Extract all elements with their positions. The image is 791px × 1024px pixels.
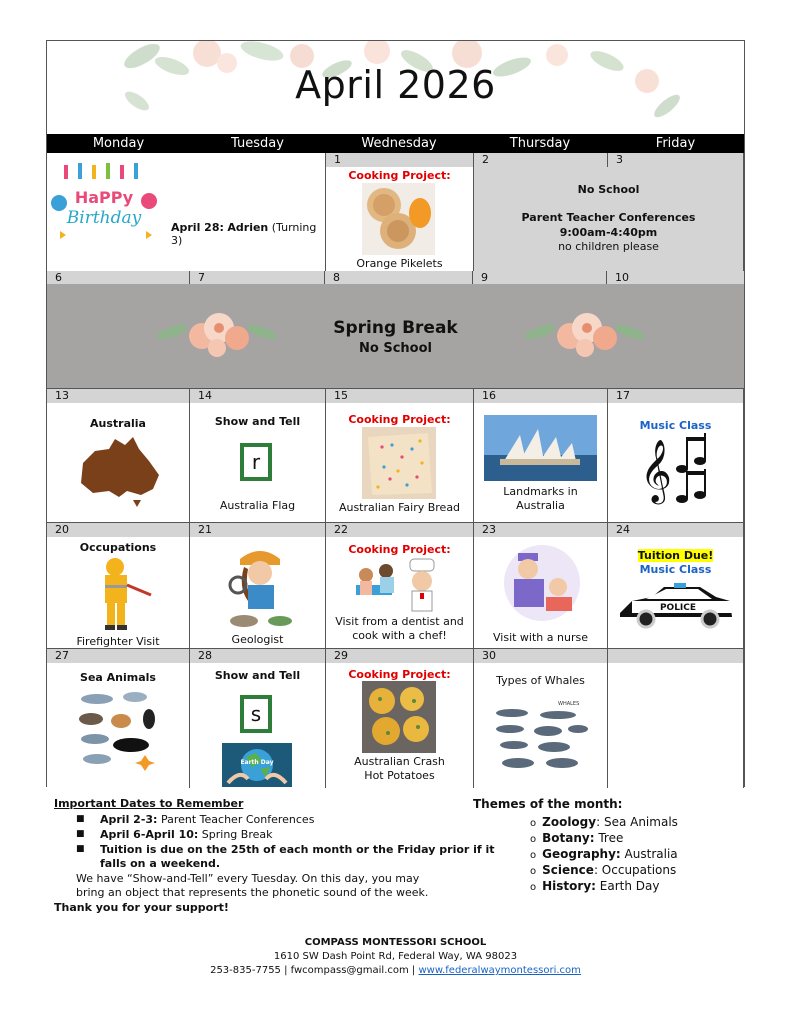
theme-label: Zoology — [542, 815, 597, 829]
day-number: 6 — [47, 271, 190, 285]
no-school-cell — [474, 153, 744, 284]
theme-zoology — [530, 815, 678, 829]
occupations-heading: Occupations — [79, 541, 157, 554]
circle-bullet-icon: o — [530, 866, 537, 877]
show-tell-note-2: bring an object that represents the phonetic sound of the week. — [76, 886, 429, 899]
thank-you-text: Thank you for your support! — [54, 901, 229, 914]
types-of-whales-heading: Types of Whales — [496, 674, 585, 687]
weekday-wednesday: Wednesday — [361, 136, 437, 151]
birthday-cell — [47, 153, 326, 284]
day-number: 27 — [47, 649, 189, 663]
day-cell-14 — [190, 389, 326, 523]
day-number: 21 — [190, 523, 325, 537]
day-number: 10 — [607, 271, 744, 285]
whales-image — [492, 697, 590, 777]
day-cell-13 — [47, 389, 190, 523]
theme-value: Occupations — [601, 863, 677, 877]
australia-map-image — [75, 433, 163, 508]
weekday-tuesday: Tuesday — [231, 136, 284, 151]
calendar — [46, 40, 745, 787]
theme-label: Science — [542, 863, 594, 877]
day-number: 28 — [190, 649, 325, 663]
geologist-caption: Geologist — [231, 633, 284, 646]
svg-text:Birthday: Birthday — [66, 208, 142, 228]
spring-break-subtitle: No School — [359, 341, 432, 356]
bullet-icon: ■ — [76, 814, 85, 824]
theme-label: Geography: — [542, 847, 621, 861]
fairy-bread-image — [362, 427, 436, 499]
important-item-1-text: Parent Teacher Conferences — [160, 813, 315, 826]
dentist-chef-caption-1: Visit from a dentist and — [335, 615, 464, 628]
school-contact — [0, 965, 791, 976]
dentist-chef-caption-2: cook with a chef! — [352, 629, 447, 642]
birthday-name: Adrien — [227, 221, 269, 234]
important-item-1-label: April 2-3: — [100, 813, 158, 826]
bullet-icon: ■ — [76, 844, 85, 854]
letter-card-s: s — [240, 695, 272, 733]
day-number: 24 — [608, 523, 743, 537]
contact-info: 253-835-7755 | fwcompass@gmail.com | — [210, 965, 416, 976]
day-cell-20 — [47, 523, 190, 649]
sea-animals-heading: Sea Animals — [80, 671, 156, 684]
weekday-thursday: Thursday — [509, 136, 571, 151]
spring-break-title: Spring Break — [333, 318, 458, 338]
day-number-empty — [608, 649, 743, 663]
svg-text:𝄞: 𝄞 — [640, 439, 672, 502]
day-number: 17 — [608, 389, 743, 403]
nurse-image — [502, 543, 582, 623]
important-item-2-label: April 6-April 10: — [100, 828, 199, 841]
important-item-3-line1: Tuition is due on the 25th of each month or the Friday prior if it — [100, 843, 495, 856]
day-number: 9 — [473, 271, 607, 285]
day-number: 14 — [190, 389, 325, 403]
important-item-1 — [100, 813, 314, 826]
cooking-heading: Cooking Project: — [348, 543, 451, 556]
theme-science — [530, 863, 676, 877]
weekday-header-row — [47, 134, 744, 153]
school-address: 1610 SW Dash Point Rd, Federal Way, WA 98023 — [273, 951, 518, 962]
show-tell-note-1: We have “Show-and-Tell” every Tuesday. On this day, you may — [76, 872, 420, 885]
important-item-2 — [100, 828, 273, 841]
australia-heading: Australia — [90, 417, 146, 430]
day-number: 23 — [474, 523, 607, 537]
day-cell-empty — [608, 649, 744, 788]
ptc-note: no children please — [558, 240, 659, 253]
day-cell-23 — [474, 523, 608, 649]
bullet-icon: ■ — [76, 829, 85, 839]
letter-card-r: r — [240, 443, 272, 481]
important-item-2-text: Spring Break — [201, 828, 273, 841]
birthday-note: (Turning 3) — [171, 221, 317, 247]
day-cell-28 — [190, 649, 326, 788]
pikelets-caption: Orange Pikelets — [356, 257, 443, 270]
weekday-monday: Monday — [92, 136, 145, 151]
website-link[interactable]: www.federalwaymontessori.com — [418, 965, 581, 976]
day-cell-17 — [608, 389, 744, 523]
theme-value: Earth Day — [599, 879, 660, 893]
theme-sep: : — [593, 863, 602, 877]
music-notes-image — [640, 433, 712, 507]
tuition-due-highlight: Tuition Due! — [637, 549, 714, 562]
music-class-heading: Music Class — [639, 563, 712, 576]
firefighter-caption: Firefighter Visit — [76, 635, 160, 648]
theme-value: Tree — [598, 831, 624, 845]
crash-hot-potatoes-image — [362, 681, 436, 753]
day-cell-30 — [474, 649, 608, 788]
themes-heading: Themes of the month: — [473, 797, 623, 811]
dentist-and-chef-image — [348, 557, 452, 615]
day-cell-21 — [190, 523, 326, 649]
spring-break-banner — [47, 284, 744, 389]
day-number: 29 — [326, 649, 473, 663]
flower-bouquet-right — [525, 302, 645, 366]
cooking-heading: Cooking Project: — [348, 169, 451, 182]
police-label: POLICE — [659, 603, 697, 613]
theme-geography — [530, 847, 678, 861]
circle-bullet-icon: o — [530, 818, 537, 829]
day-number: 13 — [47, 389, 189, 403]
day-number: 3 — [608, 153, 743, 167]
landmarks-caption-1: Landmarks in — [503, 485, 578, 498]
day-cell-29 — [326, 649, 474, 788]
fairy-bread-caption: Australian Fairy Bread — [338, 501, 461, 514]
crash-potatoes-caption-2: Hot Potatoes — [364, 769, 435, 782]
theme-label: Botany: — [542, 831, 595, 845]
svg-text:HaPPy: HaPPy — [74, 188, 134, 207]
geologist-image — [214, 541, 304, 629]
theme-label: History: — [542, 879, 596, 893]
no-school-text: No School — [577, 183, 640, 196]
calendar-title: April 2026 — [295, 63, 496, 107]
day-number: 8 — [325, 271, 473, 285]
theme-botany — [530, 831, 623, 845]
show-and-tell-heading: Show and Tell — [214, 669, 301, 682]
music-class-heading: Music Class — [639, 419, 712, 432]
important-item-3-line2: falls on a weekend. — [100, 857, 221, 870]
school-name: COMPASS MONTESSORI SCHOOL — [304, 937, 487, 948]
day-cell-27 — [47, 649, 190, 788]
australia-flag-caption: Australia Flag — [219, 499, 296, 512]
day-cell-16 — [474, 389, 608, 523]
day-number: 16 — [474, 389, 607, 403]
theme-history — [530, 879, 659, 893]
ptc-text: Parent Teacher Conferences — [521, 211, 696, 224]
week2-number-row — [47, 271, 744, 285]
circle-bullet-icon: o — [530, 882, 537, 893]
birthday-text — [171, 221, 325, 247]
day-number: 2 — [474, 153, 608, 167]
day-cell-24 — [608, 523, 744, 649]
day-cell-1 — [326, 153, 474, 284]
ptc-time: 9:00am-4:40pm — [559, 226, 658, 239]
weekday-friday: Friday — [655, 136, 696, 151]
day-number: 7 — [190, 271, 325, 285]
cooking-heading: Cooking Project: — [348, 413, 451, 426]
sydney-opera-house-image — [484, 415, 597, 481]
sea-animals-image — [75, 687, 161, 773]
theme-sep: : — [596, 815, 604, 829]
theme-value: Sea Animals — [603, 815, 678, 829]
day-number: 22 — [326, 523, 473, 537]
show-and-tell-heading: Show and Tell — [214, 415, 301, 428]
day-number: 30 — [474, 649, 607, 663]
cooking-heading: Cooking Project: — [348, 668, 451, 681]
landmarks-caption-2: Australia — [516, 499, 565, 512]
firefighter-image — [83, 555, 153, 633]
day-cell-15 — [326, 389, 474, 523]
day-number: 1 — [326, 153, 473, 167]
important-dates-heading: Important Dates to Remember — [54, 797, 244, 810]
calendar-header — [47, 41, 744, 134]
happy-birthday-image — [50, 161, 158, 239]
birthday-date: April 28: — [171, 221, 224, 234]
svg-text:WHALES: WHALES — [558, 701, 580, 707]
tuition-due-text — [608, 549, 743, 562]
nurse-caption: Visit with a nurse — [493, 631, 588, 644]
day-number: 20 — [47, 523, 189, 537]
circle-bullet-icon: o — [530, 850, 537, 861]
day-cell-22 — [326, 523, 474, 649]
crash-potatoes-caption-1: Australian Crash — [354, 755, 445, 768]
earth-day-label: Earth Day — [240, 759, 274, 766]
day-number: 15 — [326, 389, 473, 403]
theme-value: Australia — [624, 847, 678, 861]
circle-bullet-icon: o — [530, 834, 537, 845]
orange-pikelets-image — [362, 183, 435, 255]
